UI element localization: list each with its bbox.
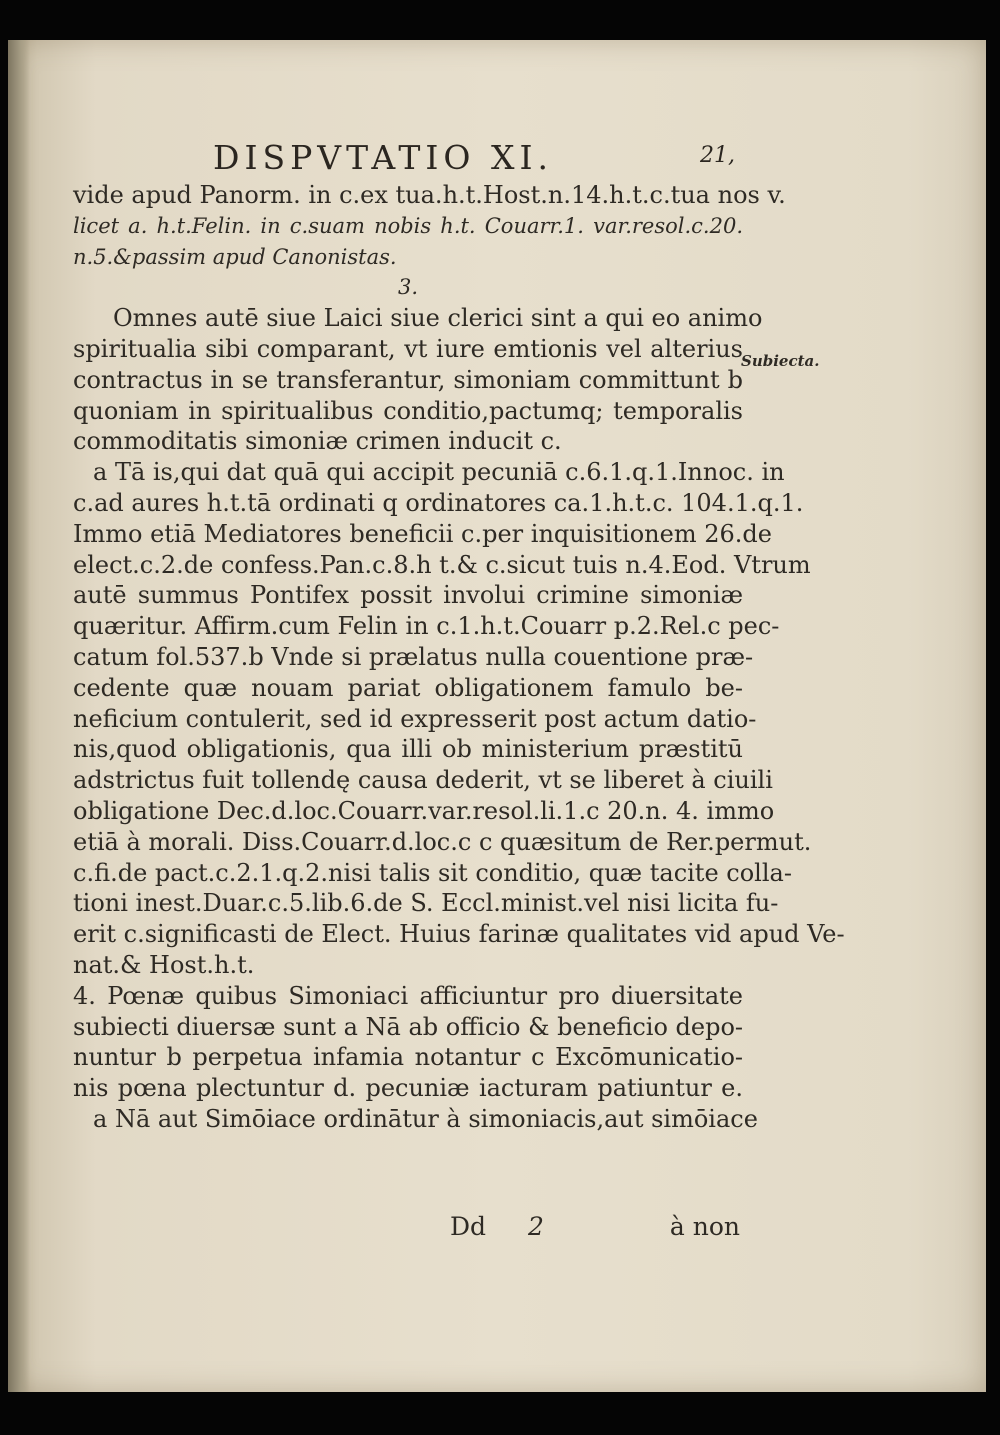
text-line: elect.c.2.de confess.Pan.c.8.h t.& c.sicut tuis n.4.Eod. Vtrum: [73, 550, 811, 579]
text-line: quoniam in spiritualibus conditio,pactumq; temporalis: [73, 396, 743, 425]
text-line: n.5.&passim apud Canonistas.: [73, 244, 397, 269]
text-line: Immo etiā Mediatores beneficii c.per inquisitionem 26.de: [73, 519, 772, 548]
text-line: catum fol.537.b Vnde si prælatus nulla couentione præ-: [73, 642, 754, 671]
text-line: nat.& Host.h.t.: [73, 950, 255, 979]
text-line: cedente quæ nouam pariat obligationem famulo be-: [73, 673, 743, 702]
text-line: erit c.significasti de Elect. Huius farinæ qualitates vid apud Ve-: [73, 920, 845, 949]
text-line: c.fi.de pact.c.2.1.q.2.nisi talis sit conditio, quæ tacite colla-: [73, 858, 792, 887]
book-page: [8, 40, 986, 1392]
margin-note: Subiecta.: [741, 352, 820, 370]
text-line: tioni inest.Duar.c.5.lib.6.de S. Eccl.minist.vel nisi licita fu-: [73, 889, 779, 918]
text-line: nis pœna plectuntur d. pecuniæ iacturam patiuntur e.: [73, 1074, 743, 1103]
text-line: autē summus Pontifex possit involui crimine simoniæ: [73, 581, 743, 610]
signature-mark: Dd: [450, 1212, 487, 1241]
running-head: DISPVTATIO XI.: [213, 138, 553, 177]
text-line: adstrictus fuit tollendę causa dederit, vt se liberet à ciuili: [73, 766, 773, 795]
text-line: subiecti diuersæ sunt a Nā ab officio & beneficio depo-: [73, 1012, 744, 1041]
text-line: vide apud Panorm. in c.ex tua.h.t.Host.n.14.h.t.c.tua nos v.: [73, 181, 786, 209]
text-line: licet a. h.t.Felin. in c.suam nobis h.t. Couarr.1. var.resol.c.20.: [73, 213, 743, 238]
text-line: Omnes autē siue Laici siue clerici sint a qui eo animo: [113, 304, 763, 333]
text-line: nis,quod obligationis, qua illi ob ministerium præstitū: [73, 735, 743, 764]
text-line: neficium contulerit, sed id expresserit post actum datio-: [73, 704, 757, 733]
catchword: à non: [669, 1212, 740, 1241]
text-line: obligatione Dec.d.loc.Couarr.var.resol.li.1.c 20.n. 4. immo: [73, 796, 775, 825]
text-line: nuntur b perpetua infamia notantur c Excōmunicatio-: [73, 1043, 743, 1072]
text-line: 3.: [397, 275, 419, 300]
text-line: spiritualia sibi comparant, vt iure emtionis vel alterius: [73, 334, 743, 363]
text-line: a Tā is,qui dat quā qui accipit pecuniā c.6.1.q.1.Innoc. in: [93, 458, 785, 487]
folio-number: 21,: [700, 143, 735, 168]
text-line: quæritur. Affirm.cum Felin in c.1.h.t.Couarr p.2.Rel.c pec-: [73, 612, 780, 641]
text-line: 4. Pœnæ quibus Simoniaci afficiuntur pro diuersitate: [73, 981, 743, 1010]
text-line: c.ad aures h.t.tā ordinati q ordinatores ca.1.h.t.c. 104.1.q.1.: [73, 488, 804, 517]
text-line: contractus in se transferantur, simoniam committunt b: [73, 365, 743, 394]
signature-number: 2: [528, 1212, 544, 1241]
text-line: commoditatis simoniæ crimen inducit c.: [73, 427, 562, 456]
text-line: a Nā aut Simōiace ordinātur à simoniacis,aut simōiace: [93, 1104, 758, 1133]
text-line: etiā à morali. Diss.Couarr.d.loc.c c quæsitum de Rer.permut.: [73, 827, 812, 856]
